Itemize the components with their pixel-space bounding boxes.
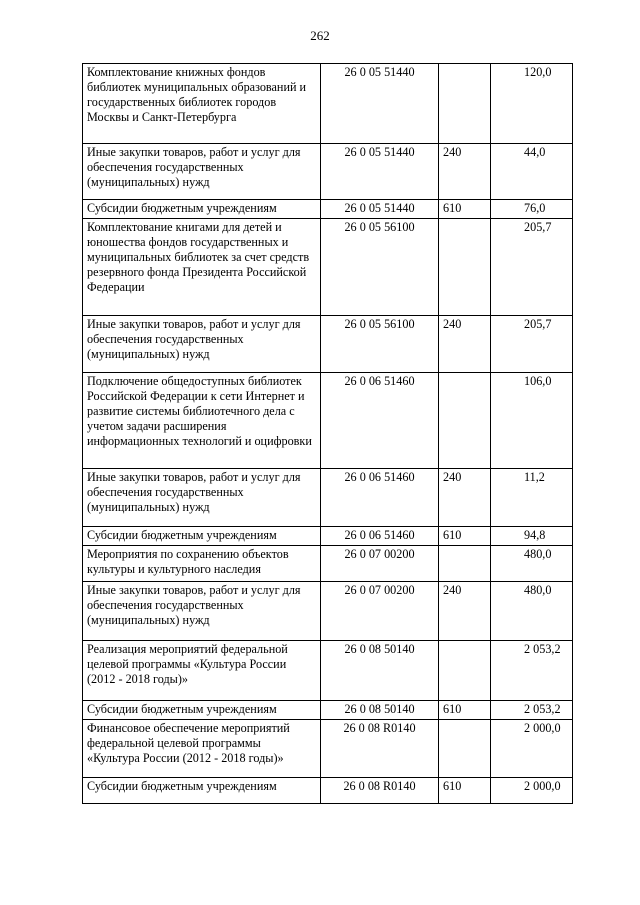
- item-name: Подключение общедоступных библиотек Российской Федерации к сети Интернет и развитие системы библиотечного дела с учетом задачи расширения информационных технологий и оцифровки: [83, 373, 321, 469]
- table-row: [83, 641, 573, 701]
- target-code: 26 0 06 51460: [321, 469, 439, 527]
- amount-value: 76,0: [524, 201, 546, 215]
- target-code: 26 0 05 51440: [321, 200, 439, 219]
- item-name: Иные закупки товаров, работ и услуг для обеспечения государственных (муниципальных) нужд: [83, 469, 321, 527]
- amount: [491, 316, 573, 373]
- target-code: 26 0 08 50140: [321, 641, 439, 701]
- amount: [491, 144, 573, 200]
- target-code: 26 0 08 R0140: [321, 778, 439, 804]
- table-row: [83, 778, 573, 804]
- amount: [491, 701, 573, 720]
- item-name: Реализация мероприятий федеральной целевой программы «Культура России (2012 - 2018 годы)»: [83, 641, 321, 701]
- expense-type: 240: [439, 469, 491, 527]
- target-code: 26 0 05 56100: [321, 219, 439, 316]
- expense-type: [439, 641, 491, 701]
- table-row: [83, 200, 573, 219]
- table-row: [83, 373, 573, 469]
- amount-value: 2 053,2: [524, 642, 561, 656]
- table-row: [83, 64, 573, 144]
- expense-type: [439, 720, 491, 778]
- expense-type: [439, 219, 491, 316]
- expense-type: 240: [439, 316, 491, 373]
- item-name: Комплектование книгами для детей и юношества фондов государственных и муниципальных библиотек за счет средств резервного фонда Президента Российской Федерации: [83, 219, 321, 316]
- amount: [491, 527, 573, 546]
- item-name: Субсидии бюджетным учреждениям: [83, 778, 321, 804]
- amount-value: 205,7: [524, 220, 552, 234]
- amount-value: 2 000,0: [524, 721, 561, 735]
- target-code: 26 0 06 51460: [321, 527, 439, 546]
- expense-type: 610: [439, 778, 491, 804]
- budget-table: [82, 63, 573, 804]
- table-row: [83, 582, 573, 641]
- table-row: [83, 144, 573, 200]
- amount: [491, 582, 573, 641]
- expense-type: [439, 64, 491, 144]
- expense-type: [439, 373, 491, 469]
- amount: [491, 641, 573, 701]
- amount-value: 120,0: [524, 65, 552, 79]
- amount-value: 106,0: [524, 374, 552, 388]
- item-name: Комплектование книжных фондов библиотек муниципальных образований и государственных библиотек городов Москвы и Санкт-Петербурга: [83, 64, 321, 144]
- table-row: [83, 720, 573, 778]
- target-code: 26 0 08 R0140: [321, 720, 439, 778]
- item-name: Субсидии бюджетным учреждениям: [83, 527, 321, 546]
- item-name: Иные закупки товаров, работ и услуг для обеспечения государственных (муниципальных) нужд: [83, 582, 321, 641]
- table-row: [83, 219, 573, 316]
- target-code: 26 0 05 51440: [321, 64, 439, 144]
- amount: [491, 778, 573, 804]
- amount-value: 11,2: [524, 470, 545, 484]
- amount-value: 205,7: [524, 317, 552, 331]
- page-number: 262: [310, 28, 330, 43]
- amount-value: 94,8: [524, 528, 546, 542]
- item-name: Финансовое обеспечение мероприятий федеральной целевой программы «Культура России (2012 - 2018 годы)»: [83, 720, 321, 778]
- target-code: 26 0 07 00200: [321, 546, 439, 582]
- amount: [491, 373, 573, 469]
- item-name: Иные закупки товаров, работ и услуг для обеспечения государственных (муниципальных) нужд: [83, 144, 321, 200]
- amount: [491, 64, 573, 144]
- expense-type: [439, 546, 491, 582]
- amount: [491, 219, 573, 316]
- expense-type: 610: [439, 527, 491, 546]
- amount: [491, 546, 573, 582]
- item-name: Субсидии бюджетным учреждениям: [83, 701, 321, 720]
- amount: [491, 469, 573, 527]
- item-name: Иные закупки товаров, работ и услуг для обеспечения государственных (муниципальных) нужд: [83, 316, 321, 373]
- amount-value: 44,0: [524, 145, 546, 159]
- item-name: Мероприятия по сохранению объектов культуры и культурного наследия: [83, 546, 321, 582]
- amount-value: 2 000,0: [524, 779, 561, 793]
- amount-value: 2 053,2: [524, 702, 561, 716]
- amount: [491, 200, 573, 219]
- table-row: [83, 546, 573, 582]
- target-code: 26 0 07 00200: [321, 582, 439, 641]
- target-code: 26 0 08 50140: [321, 701, 439, 720]
- expense-type: 240: [439, 144, 491, 200]
- expense-type: 240: [439, 582, 491, 641]
- amount-value: 480,0: [524, 583, 552, 597]
- target-code: 26 0 05 56100: [321, 316, 439, 373]
- target-code: 26 0 06 51460: [321, 373, 439, 469]
- table-row: [83, 316, 573, 373]
- item-name: Субсидии бюджетным учреждениям: [83, 200, 321, 219]
- target-code: 26 0 05 51440: [321, 144, 439, 200]
- expense-type: 610: [439, 200, 491, 219]
- expense-type: 610: [439, 701, 491, 720]
- table-row: [83, 469, 573, 527]
- amount-value: 480,0: [524, 547, 552, 561]
- table-row: [83, 701, 573, 720]
- table-row: [83, 527, 573, 546]
- amount: [491, 720, 573, 778]
